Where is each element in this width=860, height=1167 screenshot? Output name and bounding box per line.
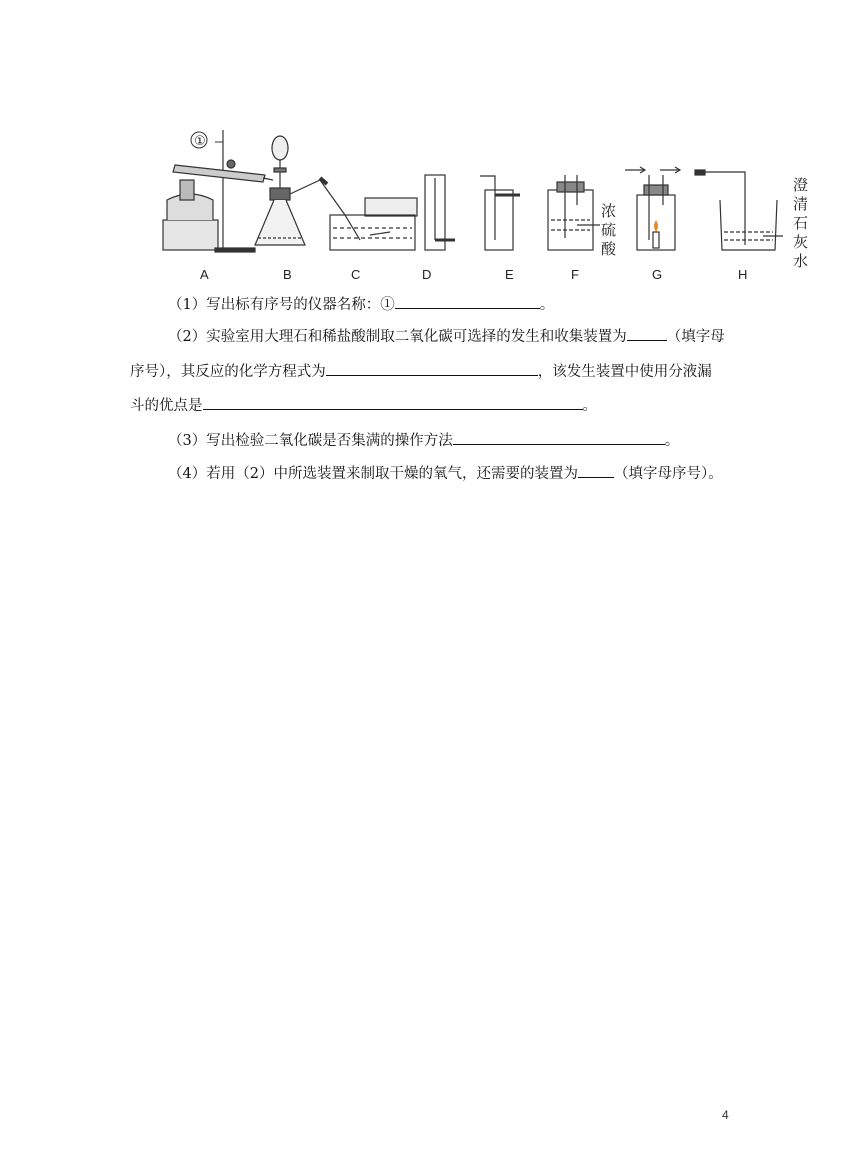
question-2-line-1: （2）实验室用大理石和稀盐酸制取二氧化碳可选择的发生和收集装置为 （填字母 bbox=[130, 322, 788, 353]
question-2-line-3: 斗的优点是 。 bbox=[130, 391, 750, 422]
label-f: F bbox=[571, 267, 579, 282]
page-number: 4 bbox=[722, 1108, 729, 1122]
answer-blank[interactable] bbox=[453, 427, 665, 445]
label-c: C bbox=[351, 267, 361, 282]
marker-text: ① bbox=[194, 133, 206, 148]
apparatus-h bbox=[695, 170, 783, 250]
apparatus-figure bbox=[155, 120, 815, 285]
svg-text:硫: 硫 bbox=[601, 221, 617, 239]
label-b: B bbox=[283, 267, 292, 282]
question-3: （3）写出检验二氧化碳是否集满的操作方法 。 bbox=[130, 426, 788, 457]
answer-blank[interactable] bbox=[326, 358, 538, 376]
f-reagent-label bbox=[601, 202, 617, 258]
apparatus-f bbox=[548, 175, 600, 250]
label-g: G bbox=[652, 267, 663, 282]
svg-text:石: 石 bbox=[793, 214, 809, 232]
marker-1 bbox=[191, 132, 223, 148]
svg-text:灰: 灰 bbox=[793, 233, 809, 251]
apparatus-c bbox=[330, 198, 417, 250]
svg-text:水: 水 bbox=[793, 252, 809, 270]
apparatus-b bbox=[255, 136, 360, 245]
label-e: E bbox=[505, 267, 514, 282]
answer-blank[interactable] bbox=[395, 291, 540, 309]
h-reagent-label bbox=[793, 176, 808, 270]
apparatus-d bbox=[425, 175, 455, 250]
question-4: （4）若用（2）中所选装置来制取干燥的氧气，还需要的装置为 （填字母序号）。 bbox=[130, 459, 788, 490]
svg-text:澄: 澄 bbox=[793, 176, 809, 194]
svg-text:浓: 浓 bbox=[601, 202, 617, 220]
apparatus-a bbox=[163, 130, 273, 252]
question-1: （1）写出标有序号的仪器名称：① 。 bbox=[130, 290, 788, 321]
svg-text:酸: 酸 bbox=[601, 240, 617, 258]
label-h: H bbox=[738, 267, 748, 282]
svg-text:清: 清 bbox=[793, 195, 809, 213]
answer-blank[interactable] bbox=[578, 460, 614, 478]
question-2-line-2: 序号），其反应的化学方程式为 ，该发生装置中使用分液漏 bbox=[130, 357, 750, 388]
label-a: A bbox=[200, 267, 209, 282]
apparatus-g bbox=[625, 167, 680, 250]
apparatus-labels bbox=[200, 267, 747, 282]
answer-blank[interactable] bbox=[627, 323, 667, 341]
answer-blank[interactable] bbox=[203, 392, 583, 410]
label-d: D bbox=[422, 267, 432, 282]
apparatus-e bbox=[480, 176, 520, 250]
